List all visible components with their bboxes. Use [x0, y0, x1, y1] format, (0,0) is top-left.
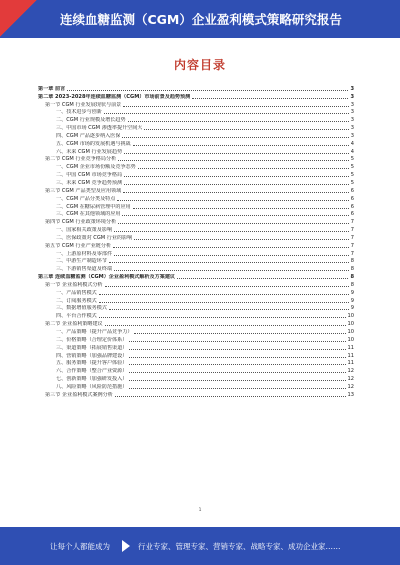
toc-entry[interactable] [38, 233, 354, 241]
toc-dot-leader [122, 137, 348, 138]
toc-dot-leader [129, 380, 345, 381]
toc-entry[interactable] [38, 249, 354, 257]
footer-slogan-left: 让每个人都能成为 [50, 542, 110, 551]
toc-entry-page: 10 [347, 329, 354, 335]
toc-entry[interactable] [38, 186, 354, 194]
toc-entry-text: 一、上游原材料及零部件 [56, 250, 113, 257]
toc-dot-leader [109, 262, 349, 263]
toc-dot-leader [117, 200, 348, 201]
toc-entry-text: 三、中国市场 CGM 渗透率提升空间大 [56, 125, 143, 132]
toc-dot-leader [134, 239, 348, 240]
toc-entry-page: 12 [347, 368, 354, 375]
toc-entry-text: 三、渠道策略（拓展销售渠道） [56, 344, 128, 351]
toc-dot-leader [138, 168, 349, 169]
toc-entry-text: 第二节 CGM 行业竞争格局分析 [45, 156, 117, 163]
toc-dot-leader [177, 278, 348, 279]
toc-dot-leader [124, 153, 349, 154]
toc-entry[interactable] [38, 311, 354, 319]
toc-entry[interactable] [38, 123, 354, 131]
toc-entry-page: 11 [347, 344, 354, 351]
report-title: 连续血糖监测（CGM）企业盈利模式策略研究报告 [60, 12, 342, 27]
toc-entry-page: 3 [350, 85, 354, 92]
toc-dot-leader [134, 333, 345, 334]
footer-slogan-right: 行业专家、管理专家、营销专家、战略专家、成功企业家…… [138, 542, 341, 551]
toc-dot-leader [99, 294, 349, 295]
toc-entry[interactable] [38, 178, 354, 186]
toc-entry[interactable] [38, 390, 354, 398]
toc-entry-text: 四、CGM 产品逐步纳入医保 [56, 132, 121, 139]
toc-entry-text: 二、医保政策对 CGM 行业的影响 [56, 234, 133, 241]
toc-dot-leader [67, 90, 348, 91]
toc-entry[interactable] [38, 202, 354, 210]
toc-entry-text: 第一章 前言 [38, 85, 66, 92]
toc-entry[interactable] [38, 241, 354, 249]
toc-entry-text: 四、平台合作模式 [56, 313, 97, 320]
toc-entry-page: 3 [350, 109, 354, 116]
toc-entry-text: 一、技术进步与创新 [56, 109, 102, 116]
toc-entry-page: 12 [347, 383, 354, 390]
toc-entry-page: 9 [350, 289, 354, 296]
toc-dot-leader [105, 286, 349, 287]
toc-entry-text: 一、国家相关政策及影响 [56, 227, 113, 234]
toc-dot-leader [192, 98, 348, 99]
toc-dot-leader [129, 357, 345, 358]
toc-dot-leader [124, 184, 349, 185]
toc-entry[interactable] [38, 288, 354, 296]
toc-dot-leader [114, 255, 349, 256]
toc-entry-text: 六、合作策略（整合产业资源） [56, 368, 128, 375]
toc-entry-page: 3 [350, 101, 354, 108]
toc-entry[interactable] [38, 217, 354, 225]
toc-entry-page: 7 [350, 242, 354, 249]
toc-entry[interactable] [38, 319, 354, 327]
toc-entry-page: 11 [347, 352, 354, 359]
toc-entry-text: 第二节 企业盈利策略建议 [45, 321, 103, 328]
toc-entry-page: 8 [350, 281, 354, 288]
toc-entry[interactable] [38, 100, 354, 108]
toc-entry-page: 4 [350, 140, 354, 147]
toc-entry-page: 7 [350, 234, 354, 241]
toc-entry-text: 二、CGM 行业规模及增长趋势 [56, 117, 126, 124]
toc-dot-leader [124, 176, 349, 177]
toc-dot-leader [114, 270, 349, 271]
toc-entry[interactable] [38, 108, 354, 116]
toc-entry[interactable] [38, 366, 354, 374]
toc-entry-text: 二、价格策略（合理定价体系） [56, 336, 128, 343]
toc-entry-page: 6 [350, 203, 354, 210]
toc-entry-page: 10 [347, 336, 354, 343]
toc-entry-text: 第三节 企业盈利模式案例分析 [45, 391, 113, 398]
toc-entry[interactable] [38, 280, 354, 288]
toc-entry[interactable] [38, 343, 354, 351]
toc-entry-page: 3 [350, 117, 354, 124]
toc-entry[interactable] [38, 335, 354, 343]
toc-entry[interactable] [38, 304, 354, 312]
toc-dot-leader [129, 349, 345, 350]
toc-entry-page: 3 [350, 132, 354, 139]
toc-entry-page: 8 [350, 258, 354, 265]
toc-entry-text: 六、未来 CGM 行业发展趋势 [56, 148, 123, 155]
toc-dot-leader [129, 364, 345, 365]
toc-dot-leader [113, 247, 349, 248]
arrow-right-icon [122, 540, 130, 552]
toc-entry[interactable] [38, 131, 354, 139]
toc-entry[interactable] [38, 155, 354, 163]
toc-entry-text: 一、CGM 产品分类及特点 [56, 195, 116, 202]
toc-entry-text: 第五节 CGM 行业产业链分析 [45, 242, 112, 249]
toc-entry-text: 第二章 2023-2028年连续血糖监测（CGM）市场前景及趋势预测 [38, 93, 191, 100]
toc-entry-text: 八、风险策略（风险防范措施） [56, 383, 128, 390]
toc-dot-leader [115, 396, 346, 397]
toc-dot-leader [99, 302, 349, 303]
toc-entry[interactable] [38, 257, 354, 265]
toc-entry-text: 一、CGM 企业市场份额及竞争态势 [56, 164, 136, 171]
toc-entry[interactable] [38, 351, 354, 359]
toc-dot-leader [99, 317, 346, 318]
toc-entry[interactable] [38, 359, 354, 367]
toc-entry[interactable] [38, 225, 354, 233]
toc-entry-text: 七、创新策略（加强研发投入） [56, 376, 128, 383]
toc-entry[interactable] [38, 327, 354, 335]
toc-entry-page: 8 [350, 266, 354, 273]
toc-entry-page: 7 [350, 250, 354, 257]
toc-entry[interactable] [38, 382, 354, 390]
toc-entry-page: 6 [350, 195, 354, 202]
toc-entry-text: 三、数据增值服务模式 [56, 305, 107, 312]
toc-entry-page: 9 [350, 297, 354, 304]
toc-dot-leader [123, 106, 348, 107]
page-number: 1 [198, 508, 202, 513]
toc-entry-text: 第一节 CGM 行业发展现状与前景 [45, 101, 122, 108]
header-banner [0, 0, 400, 38]
toc-entry-page: 10 [347, 321, 354, 328]
toc-dot-leader [114, 231, 349, 232]
toc-entry[interactable] [38, 147, 354, 155]
toc-entry-text: 第三章 连续血糖监测（CGM）企业盈利模式解析及方案建议 [38, 274, 176, 281]
toc-entry-text: 三、CGM 在其他领域的应用 [56, 211, 121, 218]
toc-entry-page: 7 [350, 219, 354, 226]
toc-entry-page: 8 [350, 274, 354, 281]
toc-entry-text: 三、下游销售渠道及终端 [56, 266, 113, 273]
toc-entry-text: 五、服务策略（提升客户体验） [56, 360, 128, 367]
toc-entry-page: 3 [350, 125, 354, 132]
toc-entry-page: 6 [350, 187, 354, 194]
toc-entry[interactable] [38, 194, 354, 202]
toc-entry-page: 10 [347, 313, 354, 320]
toc-entry[interactable] [38, 296, 354, 304]
toc-entry-page: 7 [350, 227, 354, 234]
toc-entry[interactable] [38, 210, 354, 218]
toc-entry-text: 三、未来 CGM 竞争趋势预测 [56, 179, 123, 186]
toc-entry-page: 4 [350, 148, 354, 155]
toc-dot-leader [122, 215, 348, 216]
toc-entry[interactable] [38, 264, 354, 272]
toc-entry-text: 第四节 CGM 行业政策环境分析 [45, 219, 117, 226]
toc-entry-text: 二、中国 CGM 市场竞争格局 [56, 172, 123, 179]
toc-entry[interactable] [38, 92, 354, 100]
toc-entry-page: 5 [350, 164, 354, 171]
toc-entry-text: 五、CGM 市场的发展机遇与挑战 [56, 140, 131, 147]
toc-entry-page: 5 [350, 156, 354, 163]
toc-entry-page: 6 [350, 211, 354, 218]
header-accent-stripe [0, 0, 44, 38]
toc-entry-text: 第一节 企业盈利模式分析 [45, 281, 103, 288]
toc-dot-leader [129, 372, 345, 373]
toc-heading: 内容目录 [173, 58, 226, 72]
toc-entry-page: 12 [347, 376, 354, 383]
toc-entry-text: 二、订阅服务模式 [56, 297, 97, 304]
toc-entry-text: 第三节 CGM 产品类型及应用领域 [45, 187, 122, 194]
toc-entry-text: 二、CGM 在糖尿病管理中的应用 [56, 203, 131, 210]
toc-dot-leader [128, 121, 349, 122]
toc-dot-leader [129, 341, 345, 342]
toc-dot-leader [118, 223, 349, 224]
toc-entry-page: 11 [347, 360, 354, 367]
table-of-contents [38, 84, 354, 398]
toc-entry-page: 13 [347, 391, 354, 398]
toc-entry-page: 3 [350, 93, 354, 100]
toc-entry[interactable] [38, 115, 354, 123]
toc-dot-leader [123, 192, 348, 193]
toc-entry-text: 一、产品策略（提升产品竞争力） [56, 329, 133, 335]
toc-entry-page: 5 [350, 172, 354, 179]
toc-entry-page: 9 [350, 305, 354, 312]
toc-entry[interactable] [38, 272, 354, 280]
toc-dot-leader [144, 129, 348, 130]
toc-entry[interactable] [38, 162, 354, 170]
toc-entry-page: 5 [350, 179, 354, 186]
footer-banner [0, 527, 400, 565]
toc-entry-text: 四、营销策略（加强品牌建设） [56, 352, 128, 359]
toc-entry[interactable] [38, 170, 354, 178]
toc-entry-text: 一、产品销售模式 [56, 289, 97, 296]
toc-entry[interactable] [38, 139, 354, 147]
toc-dot-leader [129, 388, 345, 389]
toc-dot-leader [104, 113, 349, 114]
toc-entry[interactable] [38, 84, 354, 92]
toc-dot-leader [118, 160, 349, 161]
toc-dot-leader [133, 145, 349, 146]
toc-dot-leader [105, 325, 346, 326]
toc-dot-leader [109, 309, 349, 310]
toc-dot-leader [133, 208, 349, 209]
toc-entry-text: 二、中游生产制造环节 [56, 258, 107, 265]
toc-entry[interactable] [38, 374, 354, 382]
